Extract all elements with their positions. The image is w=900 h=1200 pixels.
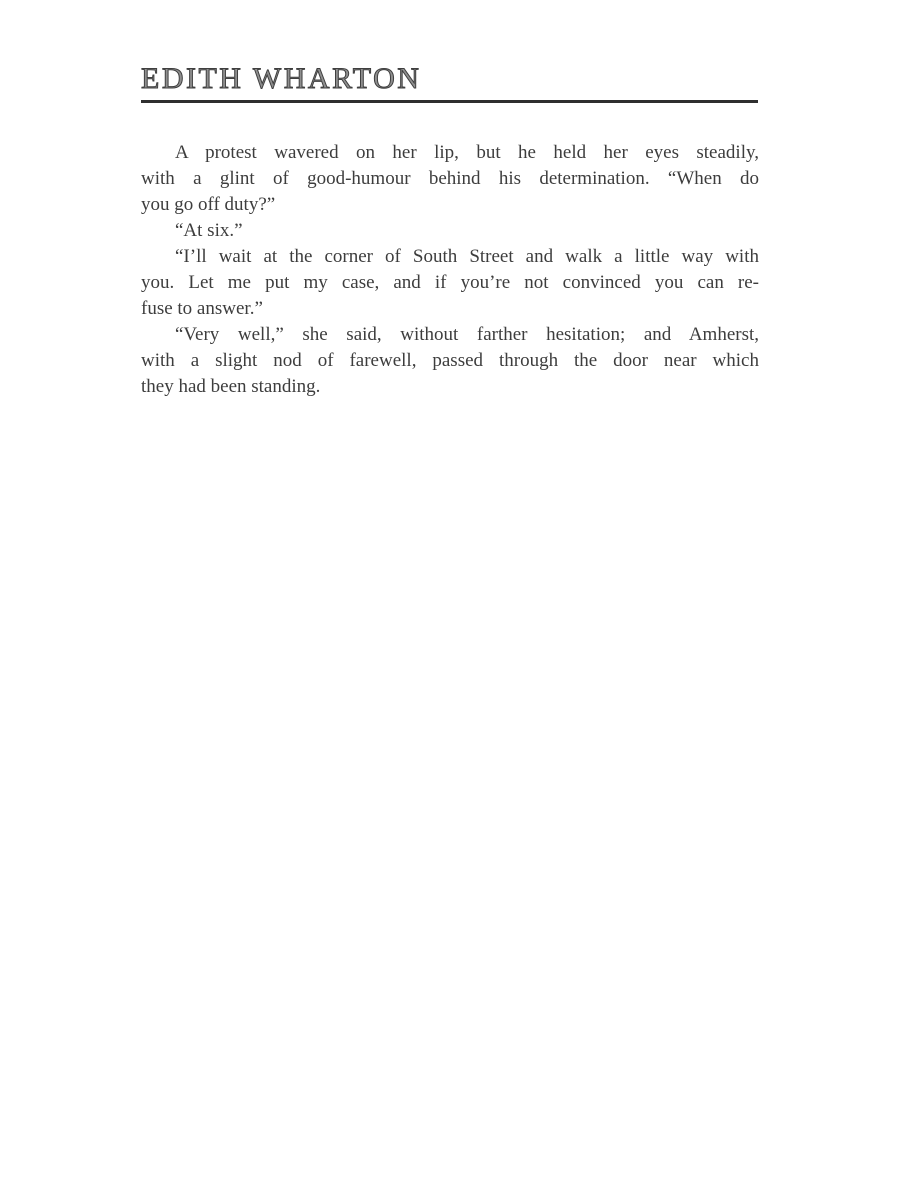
header-rule [141, 100, 758, 103]
text-line: “Very well,” she said, without farther hesitation; and Amherst, [175, 324, 759, 345]
text-line: “I’ll wait at the corner of South Street and walk a little way with [175, 246, 759, 267]
text-line: you. Let me put my case, and if you’re not convinced you can re- [141, 272, 759, 293]
text-line: A protest wavered on her lip, but he held her eyes steadily, [175, 142, 759, 163]
text-line: they had been standing. [141, 376, 321, 397]
text-block [141, 140, 759, 400]
text-line: you go off duty?” [141, 194, 276, 215]
text-line: “At six.” [175, 220, 243, 241]
running-header-author: EDITH WHARTON [141, 62, 422, 95]
text-line: with a slight nod of farewell, passed through the door near which [141, 350, 759, 371]
text-line: fuse to answer.” [141, 298, 263, 319]
text-line: with a glint of good-humour behind his determination. “When do [141, 168, 759, 189]
